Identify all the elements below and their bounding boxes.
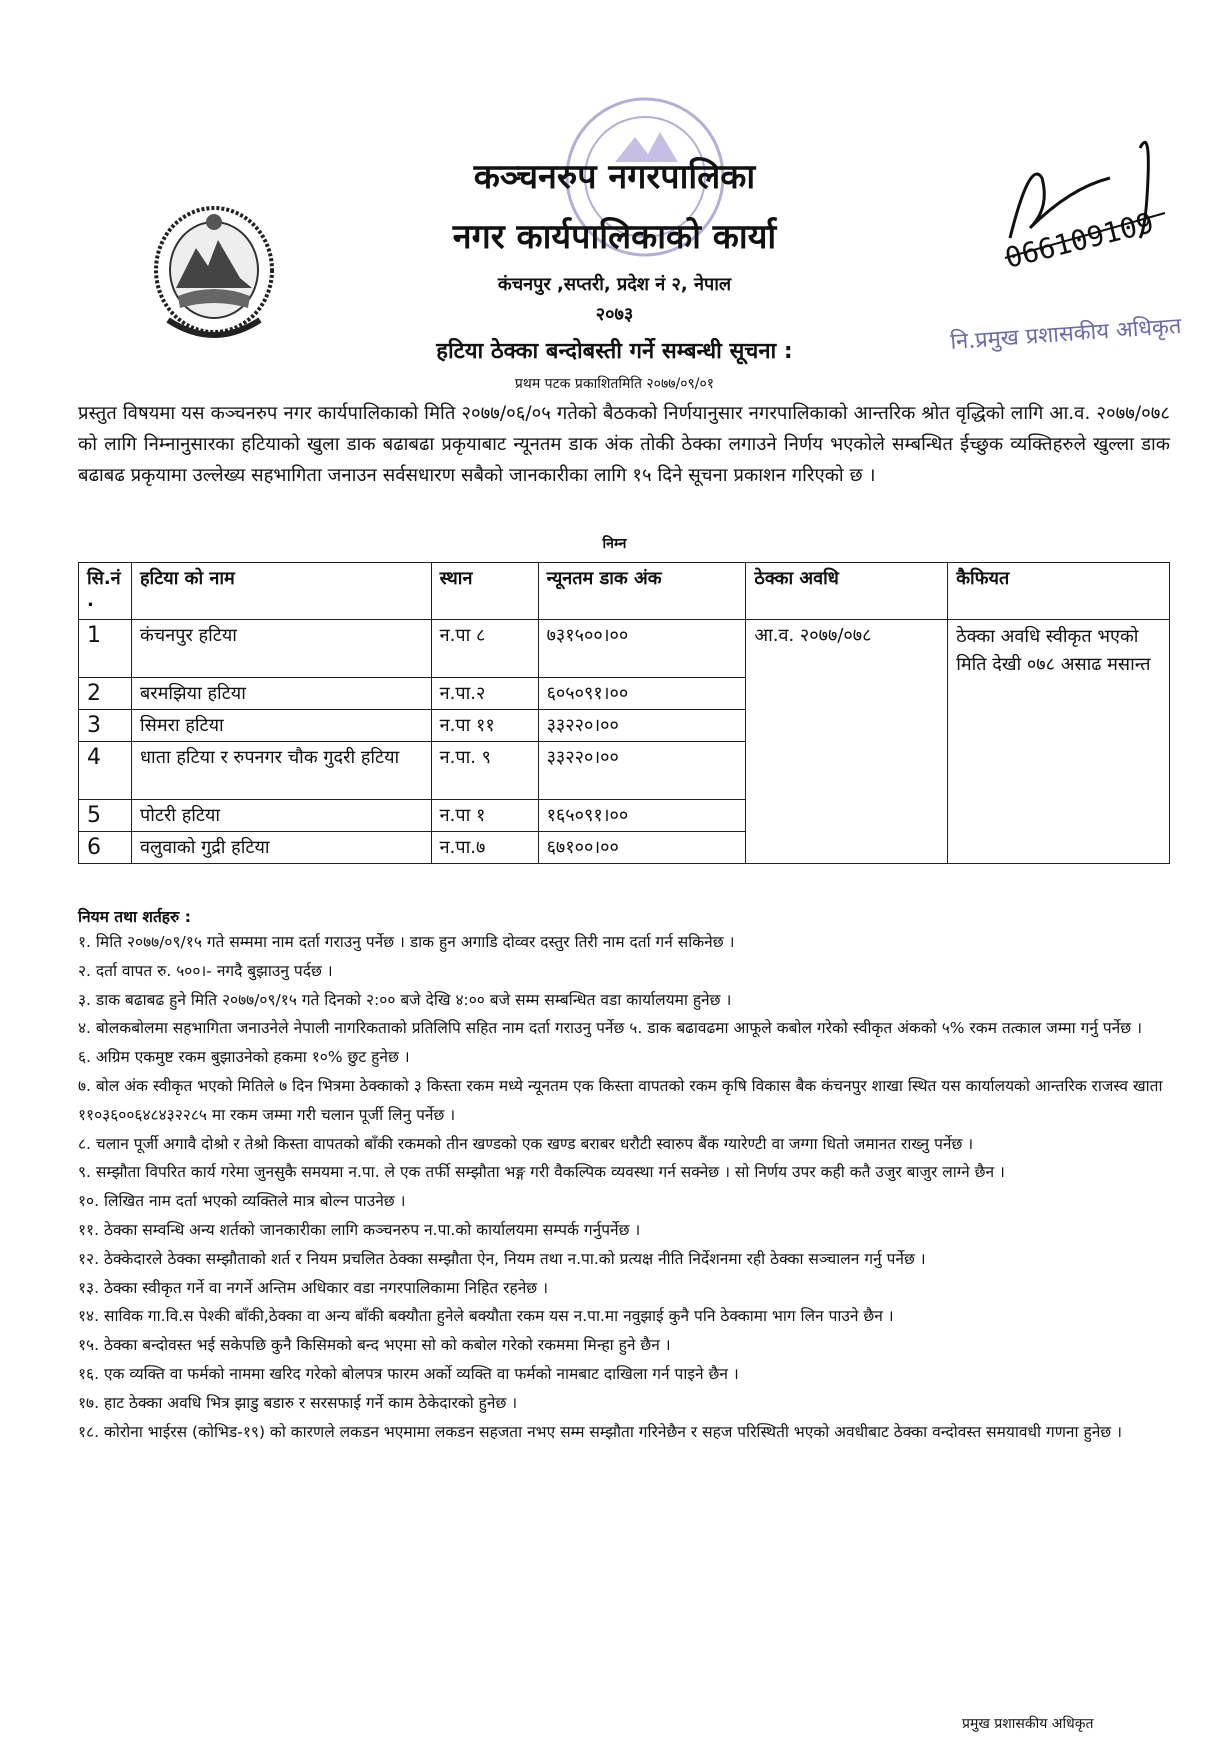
row-name: धाता हटिया र रुपनगर चौक गुदरी हटिया [131,742,431,800]
year: २०७३ [595,304,634,325]
row-place: न.पा १ [431,800,538,832]
rule-item: २. दर्ता वापत रु. ५००।- नगदै बुझाउनु पर्दछ । [78,961,333,980]
row-place: न.पा ८ [431,620,538,678]
row-name: सिमरा हटिया [131,710,431,742]
row-amount: ७३१५००।०० [538,620,746,678]
row-name: कंचनपुर हटिया [131,620,431,678]
notice-title: हटिया ठेक्का बन्दोबस्ती गर्ने सम्बन्धी सूचना : [436,339,793,364]
address: कंचनपुर ,सप्तरी, प्रदेश नं २, नेपाल [497,274,732,295]
rule-item: ३. डाक बढाबढ हुने मिति २०७७/०९/१५ गते दिनको २:०० बजे देखि ४:०० बजे सम्म सम्बन्धित वडा कार्यालयमा हुनेछ । [78,990,732,1009]
row-place: न.पा ११ [431,710,538,742]
row-amount: ६०५०९१।०० [538,678,746,710]
rule-item: ४. बोलकबोलमा सहभागिता जनाउनेले नेपाली नागरिकताको प्रतिलिपि सहित नाम दर्ता गराउनु पर्नेछ ५. डाक बढावढमा आफूले कबोल गरेको स्वीकृत अंकको ५% रकम तत्काल जम्मा गर्नु पर्नेछ । [78,1019,1142,1038]
row-place: न.पा.७ [431,832,538,864]
row-amount: ३३२२०।०० [538,710,746,742]
row-sn: 2 [79,678,132,710]
rule-item: १०. लिखित नाम दर्ता भएको व्यक्तिले मात्र बोल्न पाउनेछ । [78,1192,406,1211]
row-sn: 1 [79,620,132,678]
rule-item: १२. ठेक्केदारले ठेक्का सम्झौताको शर्त र नियम प्रचलित ठेक्का सम्झौता ऐन, नियम तथा न.पा.को प्रत्यक्ष नीति निर्देशनमा रही ठेक्का सञ्चालन गर्नु पर्नेछ । [78,1249,926,1268]
header-name: हटिया को नाम [131,563,431,620]
header-sn: सि.नं . [79,563,132,620]
rule-item: ७. बोल अंक स्वीकृत भएको मितिले ७ दिन भित्रमा ठेक्काको ३ किस्ता रकम मध्ये न्यूनतम एक किस्ता वापतको रकम कृषि विकास बैक कंचनपुर शाखा स्थित यस कार्यालयको आन्तरिक राजस्व खाता ११०३६००६४८४३२२८५ मा रकम जम्मा गरी चलान पूर्जी लिनु पर्नेछ । [78,1076,1163,1124]
rule-item: १. मिति २०७७/०९/१५ गते सम्ममा नाम दर्ता गराउनु पर्नेछ । डाक हुन अगाडि दोव्वर दस्तुर तिरी नाम दर्ता गर्न सकिनेछ । [78,933,735,951]
row-sn: 6 [79,832,132,864]
office-name: नगर कार्यपालिकाको कार्या [452,217,777,257]
remarks: ठेक्का अवधि स्वीकृत भएको मिति देखी ०७८ असाढ मसान्त [948,620,1170,864]
rules-heading: नियम तथा शर्तहरु : [78,908,191,926]
rule-item: १७. हाट ठेक्का अवधि भित्र झाडु बडारु र सरसफाई गर्ने काम ठेकेदारको हुनेछ । [78,1393,518,1412]
rule-item: १३. ठेक्का स्वीकृत गर्ने वा नगर्ने अन्तिम अधिकार वडा नगरपालिकामा निहित रहनेछ । [78,1278,548,1297]
table-header-row [79,563,1170,620]
header-amount: न्यूनतम डाक अंक [538,563,746,620]
rule-item: १५. ठेक्का बन्दोवस्त भई सकेपछि कुनै किसिमको बन्द भएमा सो को कबोल गरेको रकममा मिन्हा हुने छैन । [78,1336,671,1355]
hatiya-table [78,562,1170,864]
row-sn: 4 [79,742,132,800]
rules-list [78,928,1170,1446]
row-sn: 3 [79,710,132,742]
rule-item: ९. सम्झौता विपरित कार्य गरेमा जुनसुकै समयमा न.पा. ले एक तर्फी सम्झौता भङ्ग गरी वैकल्पिक व्यवस्था गर्न सक्नेछ । सो निर्णय उपर कही कतै उजुर बाजुर लाग्ने छैन । [78,1163,1005,1182]
intro-paragraph: प्रस्तुत विषयमा यस कञ्चनरुप नगर कार्यपालिकाको मिति २०७७/०६/०५ गतेको बैठकको निर्णयानुसार नगरपालिकाको आन्तरिक श्रोत वृद्धिको लागि आ.व. २०७७/०७८ को लागि निम्नानुसारका हटियाको खुला डाक बढाबढा प्रकृयाबाट न्यूनतम डाक अंक तोकी ठेक्का लगाउने निर्णय भएकोले सम्बन्धित ईच्छुक व्यक्तिहरुले खुल्ला डाक बढाबढ प्रकृयामा उल्लेख्य सहभागिता जनाउन सर्वसधारण सबैको जानकारीका लागि १५ दिने सूचना प्रकाशन गरिएको छ । [78,403,1170,486]
org-name: कञ्चनरुप नगरपालिका [473,157,756,197]
rule-item: ११. ठेक्का सम्वन्धि अन्य शर्तको जानकारीका लागि कञ्चनरुप न.पा.को कार्यालयमा सम्पर्क गर्नुपर्नेछ । [78,1220,641,1239]
rule-item: १६. एक व्यक्ति वा फर्मको नाममा खरिद गरेको बोलपत्र फारम अर्को व्यक्ति वा फर्मको नामबाट दाखिला गर्न पाइने छैन । [78,1364,739,1383]
signature-date: 066109109 [1001,206,1157,275]
row-amount: ३३२२०।०० [538,742,746,800]
rule-item: ६. अग्रिम एकमुष्ट रकम बुझाउनेको हकमा १०% छुट हुनेछ । [78,1048,410,1067]
publish-date: प्रथम पटक प्रकाशितमिति २०७७/०९/०१ [514,376,715,392]
row-amount: ६७१००।०० [538,832,746,864]
rule-item: ८. चलान पूर्जी अगावै दोश्रो र तेश्रो किस्ता वापतको बाँकी रकमको तीन खण्डको एक खण्ड बराबर धरौटी स्वारुप बैंक ग्यारेण्टी वा जग्गा धितो जमानत राख्नु पर्नेछ । [78,1134,974,1153]
officer-stamp-text: नि.प्रमुख प्रशासकीय अधिकृत [949,313,1183,356]
rule-item: १४. साविक गा.वि.स पेश्की बाँकी,ठेक्का वा अन्य बाँकी बक्यौता हुनेले बक्यौता रकम यस न.पा.मा नवुझाई कुनै पनि ठेक्कामा भाग लिन पाउने छैन । [78,1307,894,1326]
row-place: न.पा. ९ [431,742,538,800]
row-name: पोटरी हटिया [131,800,431,832]
signoff: प्रमुख प्रशासकीय अधिकृत [962,1716,1094,1732]
table-caption: निम्न [602,536,627,552]
header-period: ठेक्का अवधि [746,563,948,620]
row-place: न.पा.२ [431,678,538,710]
signature [990,118,1180,288]
row-name: बरमझिया हटिया [131,678,431,710]
header-place: स्थान [431,563,538,620]
rule-item: १८. कोरोना भाईरस (कोभिड-१९) को कारणले लकडन भएमामा लकडन सहजता नभए सम्म सम्झौता गरिनेछैन र सहज परिस्थिती भएको अवधीबाट ठेक्का वन्दोवस्त समयावधी गणना हुनेछ । [78,1422,1122,1441]
row-amount: १६५०९१।०० [538,800,746,832]
table-row [79,620,1170,678]
header-remarks: कैफियत [948,563,1170,620]
row-sn: 5 [79,800,132,832]
contract-period: आ.व. २०७७/०७८ [746,620,948,864]
row-name: वलुवाको गुद्री हटिया [131,832,431,864]
